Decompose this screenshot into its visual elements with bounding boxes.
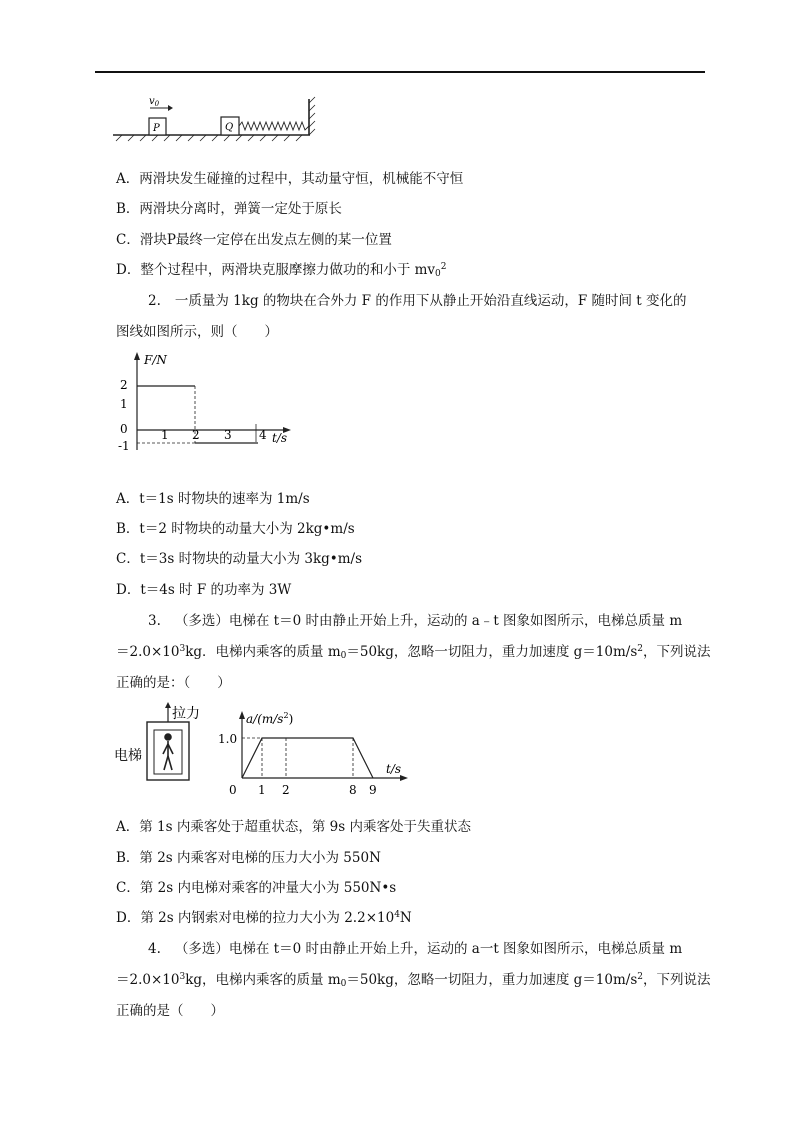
q2-option-a: A．t＝1s 时物块的速率为 1m/s — [116, 491, 310, 507]
q3-stem-line2: $=2.0\times 10^3kg$．电梯内乘客的质量 $m_0=50kg$，忽略一切阻力，重力加速度 $g=10m/s^2$，下列说法 — [116, 644, 711, 661]
q3-option-a: A．第 1s 内乘客处于超重状态，第 9s 内乘客处于失重状态 — [116, 819, 471, 835]
header-rule — [95, 71, 705, 73]
q3-option-b: B．第 2s 内乘客对电梯的压力大小为 550N — [116, 850, 381, 866]
spring — [239, 122, 309, 130]
q3-y-axis-label: $a/(m/s^2)$ — [246, 711, 294, 726]
q3-x-tick: 8 — [349, 783, 357, 797]
q3-stem-line1: 3. （多选）电梯在 t＝0 时由静止开始上升，运动的 a﹣t 图象如图所示，电梯总质量 m — [148, 613, 683, 629]
q2-y-axis-label: F/N — [144, 353, 167, 367]
q4-stem-line1: 4. （多选）电梯在 t＝0 时由静止开始上升，运动的 a一t 图象如图所示，电梯总质量 m — [148, 941, 683, 957]
q2-x-axis-label: t/s — [272, 431, 288, 445]
q4-stem-line3: 正确的是（ ） — [116, 1003, 224, 1019]
elevator-figure — [114, 702, 214, 786]
blocks-spring-figure — [110, 94, 320, 142]
q3-option-d: D．第 2s 内钢索对电梯的拉力大小为 $2.2\times 10^4N$ — [116, 910, 412, 926]
q1-option-d: D．整个过程中，两滑块克服摩擦力做功的和小于 $mv_0^2$ — [116, 262, 447, 279]
q2-option-c: C．t＝3s 时物块的动量大小为 3kg•m/s — [116, 551, 363, 567]
q2-option-d: D．t＝4s 时 F 的功率为 3W — [116, 582, 292, 598]
q2-option-b: B．t＝2 时物块的动量大小为 2kg•m/s — [116, 521, 355, 537]
elevator-label: 电梯 — [114, 748, 142, 764]
q2-x-tick: 2 — [192, 428, 200, 442]
block-q-label: Q — [225, 122, 234, 133]
q2-y-tick: 0 — [120, 422, 128, 436]
q3-y-tick: 1.0 — [218, 732, 238, 746]
q4-stem-line2: $=2.0\times 10^3kg$，电梯内乘客的质量 $m_0=50kg$，忽略一切阻力，重力加速度 $g=10m/s^2$，下列说法 — [116, 972, 711, 989]
q2-y-tick: 1 — [120, 397, 128, 411]
q1-option-b: B．两滑块分离时，弹簧一定处于原长 — [116, 201, 342, 217]
q3-stem-line3: 正确的是：（ ） — [116, 675, 231, 691]
q2-y-tick: 2 — [120, 378, 128, 392]
pull-force-label: 拉力 — [172, 706, 200, 722]
q3-x-tick: 0 — [229, 783, 237, 797]
q2-x-tick: 3 — [224, 428, 232, 442]
q2-stem-line2: 图线如图所示，则（ ） — [116, 324, 278, 340]
q2-stem-line1: 2. 一质量为 1kg 的物块在合外力 F 的作用下从静止开始沿直线运动，F 随时间 t 变化的 — [148, 293, 687, 309]
q3-x-axis-label: t/s — [386, 762, 402, 776]
q3-x-tick: 9 — [369, 783, 377, 797]
q2-y-tick: -1 — [118, 439, 130, 453]
q2-x-tick: 4 — [259, 428, 267, 442]
q1-option-a: A．两滑块发生碰撞的过程中，其动量守恒，机械能不守恒 — [116, 171, 464, 187]
q2-force-time-graph — [110, 350, 300, 458]
q3-acceleration-time-graph — [220, 706, 410, 798]
q1-option-c: C．滑块P最终一定停在出发点左侧的某一位置 — [116, 232, 392, 248]
v0-label: $v_0$ — [149, 96, 160, 108]
q2-x-tick: 1 — [161, 428, 169, 442]
block-p-label: P — [153, 123, 160, 134]
q3-x-tick: 2 — [282, 783, 290, 797]
q3-x-tick: 1 — [258, 783, 266, 797]
q3-option-c: C．第 2s 内电梯对乘客的冲量大小为 550N•s — [116, 880, 397, 896]
